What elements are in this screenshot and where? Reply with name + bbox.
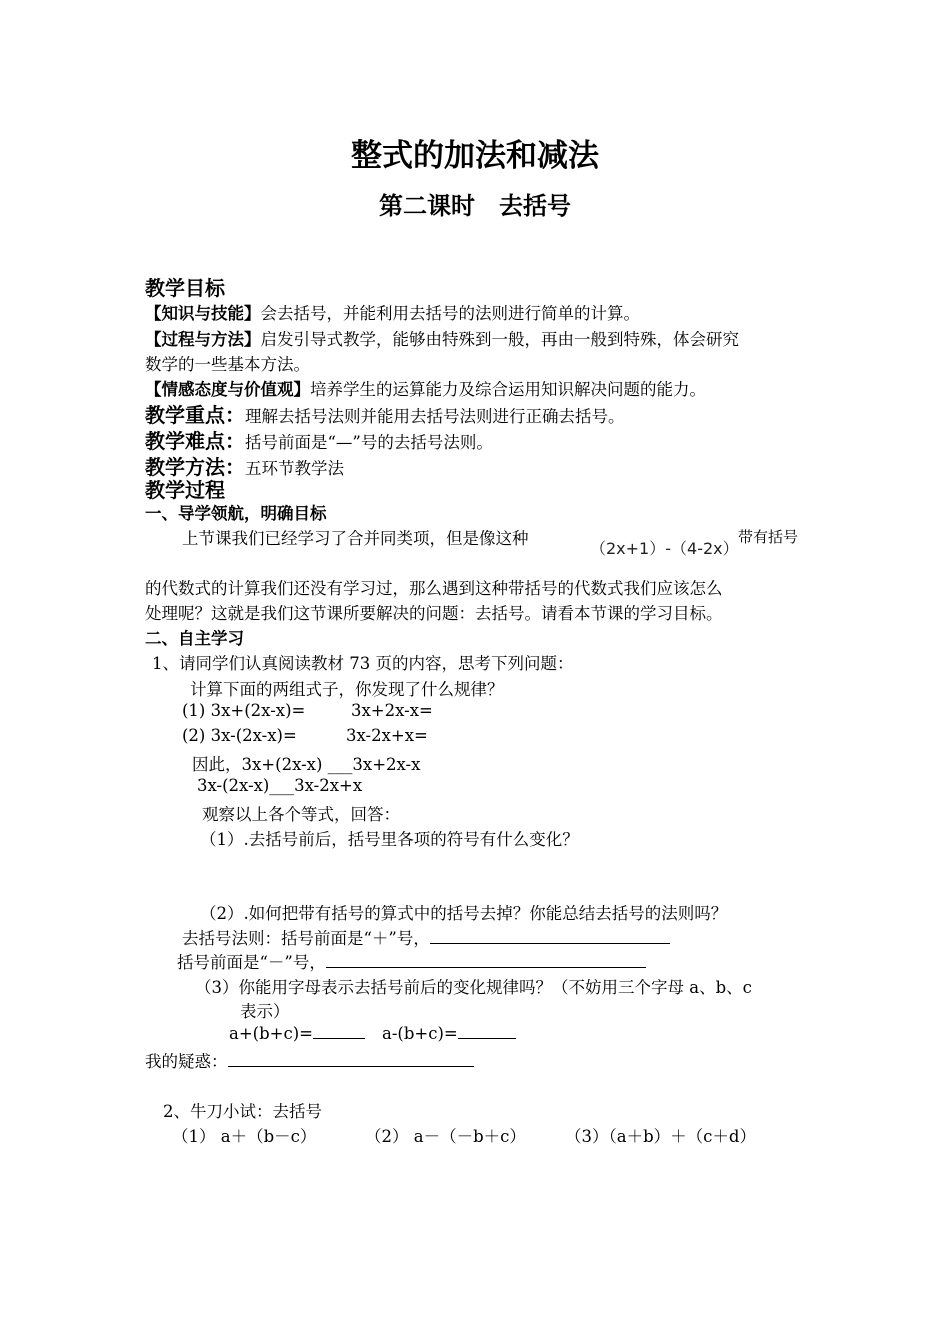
- ask-1: （1）.去括号前后，括号里各项的符号有什么变化？: [200, 830, 579, 849]
- page-subtitle: 第二课时 去括号: [379, 192, 571, 220]
- section1-line1-tail: 带有括号: [738, 528, 799, 546]
- exercise-1: （1） a＋（b－c）: [172, 1127, 317, 1146]
- goal-knowledge-tag: 【知识与技能】: [145, 304, 261, 323]
- exercise-3: （3）（a＋b）＋（c＋d）: [565, 1127, 756, 1146]
- section1-expression: （2x+1）-（4-2x）: [590, 539, 739, 558]
- rule-plus-blank[interactable]: [430, 929, 670, 944]
- exercise-2: （2） a－（－b＋c）: [365, 1127, 526, 1146]
- doubt: [145, 1048, 474, 1072]
- doubt-blank[interactable]: [228, 1052, 474, 1067]
- ask-3-line2: 表示）: [240, 1002, 290, 1021]
- section1-line3: 处理呢？这就是我们这节课所要解决的问题：去括号。请看本节课的学习目标。: [145, 604, 723, 623]
- goal-knowledge: [145, 300, 640, 324]
- section1-line1: 上节课我们已经学习了合并同类项，但是像这种: [182, 529, 529, 548]
- formula-1-blank[interactable]: [313, 1024, 365, 1039]
- formula-2-blank[interactable]: [458, 1024, 516, 1039]
- ask-3-line1: （3）你能用字母表示去括号前后的变化规律吗？（不妨用三个字母 a、b、c: [195, 978, 752, 997]
- goal-emotion-text: 培养学生的运算能力及综合运用知识解决问题的能力。: [310, 380, 706, 399]
- formula-2: [382, 1024, 516, 1043]
- section1-heading: 一、导学领航，明确目标: [145, 504, 327, 523]
- method-text: 五环节教学法: [245, 459, 344, 478]
- ask-2: （2）.如何把带有括号的算式中的括号去掉？你能总结去括号的法则吗？: [200, 904, 728, 923]
- goal-emotion-tag: 【情感态度与价值观】: [145, 380, 310, 399]
- therefore-1: 因此，3x+(2x-x) ___3x+2x-x: [192, 755, 421, 774]
- goal-emotion: [145, 376, 706, 400]
- question-2: 2、牛刀小试：去括号: [163, 1102, 322, 1121]
- formula-1: [229, 1024, 365, 1043]
- goal-process-text-2: 数学的一些基本方法。: [145, 355, 310, 374]
- question-1-sub: 计算下面的两组式子，你发现了什么规律？: [190, 680, 504, 699]
- equation-1a: (1) 3x+(2x-x)=: [182, 701, 306, 720]
- equation-1b: 3x+2x-x=: [351, 701, 433, 720]
- formula-2-text: a-(b+c)=: [382, 1024, 458, 1043]
- difficulty-label: 教学难点：: [145, 429, 245, 453]
- rule-minus-blank[interactable]: [326, 953, 646, 968]
- rule-minus: [177, 949, 646, 973]
- process-heading: 教学过程: [145, 478, 225, 502]
- rule-minus-text: 括号前面是“－”号，: [177, 953, 326, 972]
- rule-plus: [182, 925, 670, 949]
- goal-process: [145, 326, 739, 350]
- difficulty: [145, 425, 493, 454]
- key-point-text: 理解去括号法则并能用去括号法则进行正确去括号。: [245, 407, 625, 426]
- goal-process-text: 启发引导式教学，能够由特殊到一般，再由一般到特殊，体会研究: [260, 330, 739, 349]
- goal-knowledge-text: 会去括号，并能利用去括号的法则进行简单的计算。: [260, 304, 640, 323]
- rule-plus-text: 去括号法则：括号前面是“＋”号，: [182, 929, 430, 948]
- observe-text: 观察以上各个等式，回答：: [202, 805, 400, 824]
- page-title: 整式的加法和减法: [351, 138, 599, 174]
- method-label: 教学方法：: [145, 455, 245, 479]
- therefore-2: 3x-(2x-x)___3x-2x+x: [197, 776, 363, 795]
- difficulty-text: 括号前面是“—”号的去括号法则。: [245, 433, 493, 452]
- doubt-label: 我的疑惑：: [145, 1052, 228, 1071]
- equation-2b: 3x-2x+x=: [346, 726, 428, 745]
- goal-process-tag: 【过程与方法】: [145, 330, 261, 349]
- section1-line2: 的代数式的计算我们还没有学习过，那么遇到这种带括号的代数式我们应该怎么: [145, 579, 723, 598]
- section2-heading: 二、自主学习: [145, 629, 244, 648]
- question-1: 1、请同学们认真阅读教材 73 页的内容，思考下列问题：: [152, 654, 574, 673]
- key-point: [145, 399, 625, 428]
- formula-1-text: a+(b+c)=: [229, 1024, 313, 1043]
- equation-2a: (2) 3x-(2x-x)=: [182, 726, 297, 745]
- goals-heading: 教学目标: [145, 276, 225, 300]
- key-point-label: 教学重点：: [145, 403, 245, 427]
